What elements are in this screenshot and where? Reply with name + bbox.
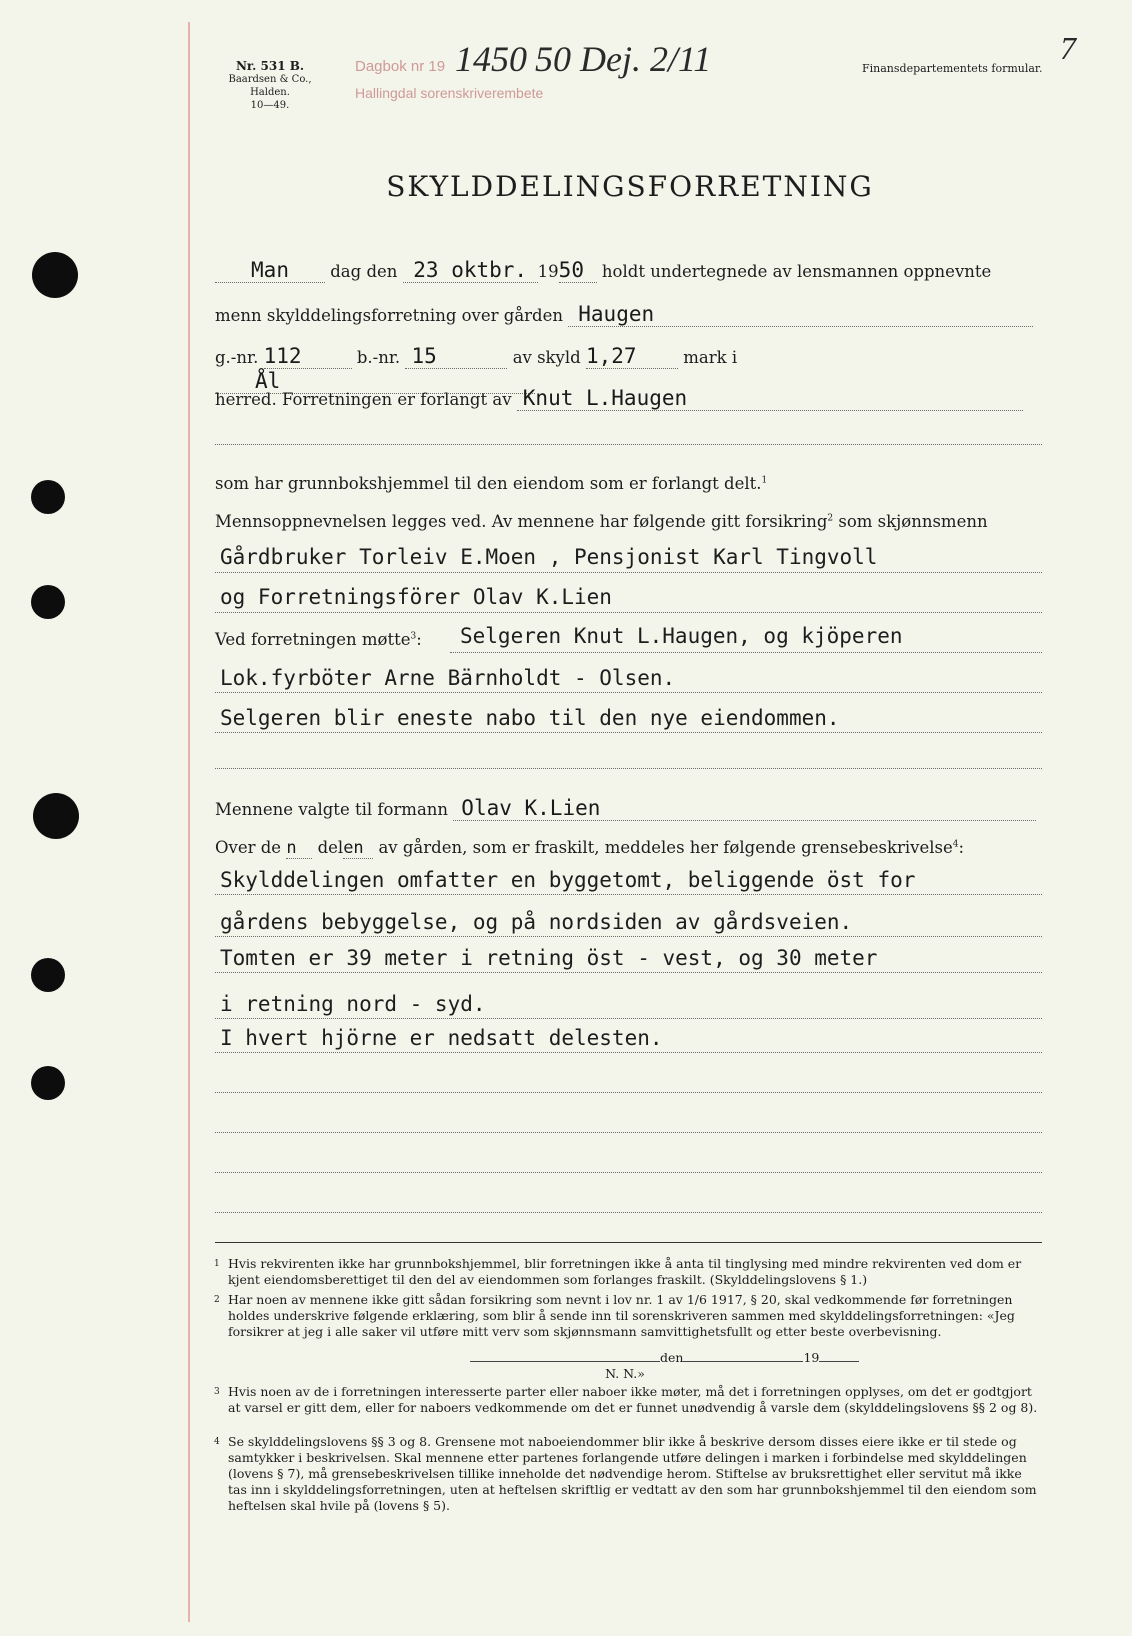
blank-rule: [215, 612, 1042, 613]
requested-by: Knut L.Haugen: [517, 386, 1023, 411]
blank-rule: [215, 1092, 1042, 1093]
day-value: Man: [215, 258, 325, 283]
footnote-text: Har noen av mennene ikke gitt sådan forsikring som nevnt i lov nr. 1 av 1/6 1917, § 20, skal vedkommende før forretningen holdes underskrive følgende erklæring, som blir å sende inn til sorenskriveren sammen med skylddelingsforretningen: «Jeg forsikrer at jeg i alle saker vil utføre mitt verv som skjønnsmann samvittighetsfullt og etter beste overbevisning.: [228, 1292, 1015, 1339]
blank-rule: [215, 1172, 1042, 1173]
court-stamp: Hallingdal sorenskriverembete: [355, 85, 544, 101]
year-prefix: 19: [537, 262, 559, 281]
diary-number: 1450: [455, 39, 527, 79]
diary-stamp: Dagbok nr 19: [355, 58, 446, 75]
men-names-2: og Forretningsförer Olav K.Lien: [220, 585, 612, 609]
blank-rule: [215, 768, 1042, 769]
footnote-number: 1: [214, 1259, 220, 1269]
ministry-form: Finansdepartementets formular.: [862, 62, 1043, 75]
description-3: Tomten er 39 meter i retning öst - vest, og 30 meter: [220, 946, 878, 970]
label-skyld: av skyld: [512, 348, 581, 367]
sign-den: den: [660, 1350, 684, 1365]
blank-rule: [450, 652, 1042, 653]
footnote-1: [214, 1256, 1044, 1288]
date-line: [215, 258, 1042, 283]
footnote-text: Se skylddelingslovens §§ 3 og 8. Grensene mot naboeiendommer blir ikke å beskrive dersom disses eiere ikke er til stede og samtykker i beskrivelsen. Skal mennene etter partenes forlangende utføre delingen i marken i forbindelse med skylddelingen (lovens § 7), må grensebeskrivelsen tillike inneholde det nødvendige herom. Stiftelse av bruksrettighet eller servitut må ikke tas inn i skylddelingsforretningen, uten at heftelsen skriftlig er vedtatt av den som har grunnbokshjemmel til den eiendom som heftelsen skal hvile på (lovens § 5).: [228, 1434, 1037, 1513]
description-2: gårdens bebyggelse, og på nordsiden av gårdsveien.: [220, 910, 853, 934]
boundary-text: av gården, som er fraskilt, meddeles her følgende grensebeskrivelse: [378, 838, 953, 857]
blank-rule: [215, 1132, 1042, 1133]
footnote-4: [214, 1434, 1044, 1514]
description-4: i retning nord - syd.: [220, 992, 486, 1016]
label-bnr: b.-nr.: [356, 348, 401, 367]
sign-nn: N. N.»: [605, 1366, 645, 1381]
present-text: Ved forretningen møtte: [215, 630, 411, 649]
farm-line: [215, 302, 1042, 327]
label-gnr: g.-nr.: [215, 348, 259, 367]
label-day: dag den: [330, 262, 398, 281]
footnote-number: 2: [214, 1295, 220, 1305]
men-text: Mennsoppnevnelsen legges ved. Av mennene har følgende gitt forsikring: [215, 512, 828, 531]
footnote-separator: [215, 1242, 1042, 1243]
punch-hole: [31, 1066, 65, 1100]
footnote-number: 3: [214, 1387, 220, 1397]
men-names-1: Gårdbruker Torleiv E.Moen , Pensjonist Karl Tingvoll: [220, 545, 878, 569]
date-value: 23 oktbr.: [403, 258, 538, 283]
blank-rule: [215, 444, 1042, 445]
present-names-2: Lok.fyrböter Arne Bärnholdt - Olsen.: [220, 666, 676, 690]
requested-line: [215, 386, 1042, 411]
del-text: del: [317, 838, 344, 857]
printer: Baardsen & Co., Halden.: [228, 74, 312, 98]
skyld-value: 1,27: [586, 344, 678, 369]
punch-hole: [33, 793, 79, 839]
diary-date: 50 Dej. 2/11: [535, 39, 712, 79]
print-date: 10—49.: [250, 100, 290, 111]
blank-rule: [215, 972, 1042, 973]
page-title: SKYLDDELINGSFORRETNING: [386, 170, 874, 203]
title-text-line: som har grunnbokshjemmel til den eiendom som er forlangt delt.$^1$: [215, 474, 768, 493]
blank-rule: [215, 692, 1042, 693]
form-number: Nr. 531 B.: [235, 59, 305, 73]
blank-rule: [215, 1052, 1042, 1053]
margin-line: [188, 22, 190, 1622]
title-text: som har grunnbokshjemmel til den eiendom som er forlangt delt.: [215, 474, 762, 493]
date-text: holdt undertegnede av lensmannen oppnevnte: [601, 262, 992, 281]
present-names-3: Selgeren blir eneste nabo til den nye eiendommen.: [220, 706, 840, 730]
description-5: I hvert hjörne er nedsatt delesten.: [220, 1026, 663, 1050]
punch-hole: [32, 252, 78, 298]
footnote-text: Hvis noen av de i forretningen interesserte parter eller naboer ikke møter, må det i forretningen opplyses, om det er godtgjort at varsel er gitt dem, eller for naboers vedkommende om det er funnet unødvendig å varsle dem (skylddelingslovens §§ 2 og 8).: [228, 1384, 1038, 1415]
del-en: en: [343, 838, 373, 859]
men-line: Mennsoppnevnelsen legges ved. Av mennene har følgende gitt forsikring$^2$ som skjønnsmenn: [215, 512, 988, 531]
blank-rule: [215, 732, 1042, 733]
chair-line: [215, 796, 1042, 821]
punch-hole: [31, 958, 65, 992]
over-text: Over de: [215, 838, 282, 857]
farm-text: menn skylddelingsforretning over gården: [215, 306, 564, 325]
blank-rule: [215, 572, 1042, 573]
blank-rule: [215, 894, 1042, 895]
form-header: [210, 60, 330, 112]
present-line: Ved forretningen møtte$^3$:: [215, 630, 422, 649]
municipality-value: Ål: [215, 369, 535, 394]
present-names-1: Selgeren Knut L.Haugen, og kjöperen: [460, 624, 903, 648]
men-text-end: som skjønnsmenn: [838, 512, 988, 531]
punch-hole: [31, 585, 65, 619]
footnote-number: 4: [214, 1437, 220, 1447]
chair-name: Olav K.Lien: [453, 796, 1036, 821]
label-mark: mark i: [683, 348, 738, 367]
blank-rule: [215, 1212, 1042, 1213]
footnote-2: [214, 1292, 1044, 1340]
description-1: Skylddelingen omfatter en byggetomt, beliggende öst for: [220, 868, 916, 892]
gnr-value: 112: [264, 344, 352, 369]
over-n: n: [286, 838, 312, 859]
sign-year: 19: [803, 1350, 820, 1365]
punch-hole: [31, 480, 65, 514]
bnr-value: 15: [405, 344, 507, 369]
farm-name: Haugen: [568, 302, 1033, 327]
footnote-3: [214, 1384, 1044, 1416]
footnote-text: Hvis rekvirenten ikke har grunnbokshjemmel, blir forretningen ikke å anta til tinglysing med mindre rekvirenten ved dom er kjent eiendomsberettiget til den del av eiendommen som forlanges fraskilt. (Skylddelingslovens § 1.): [228, 1256, 1022, 1287]
year-value: 50: [559, 258, 597, 283]
footnote-2-sign: [470, 1350, 890, 1382]
sheet-number: 7: [1060, 30, 1076, 66]
chair-text: Mennene valgte til formann: [215, 800, 449, 819]
requested-text: herred. Forretningen er forlangt av: [215, 390, 512, 409]
boundary-line: Over de n delen av gården, som er fraskilt, meddeles her følgende grensebeskrivelse$^4$:: [215, 838, 965, 858]
blank-rule: [215, 936, 1042, 937]
blank-rule: [215, 1018, 1042, 1019]
